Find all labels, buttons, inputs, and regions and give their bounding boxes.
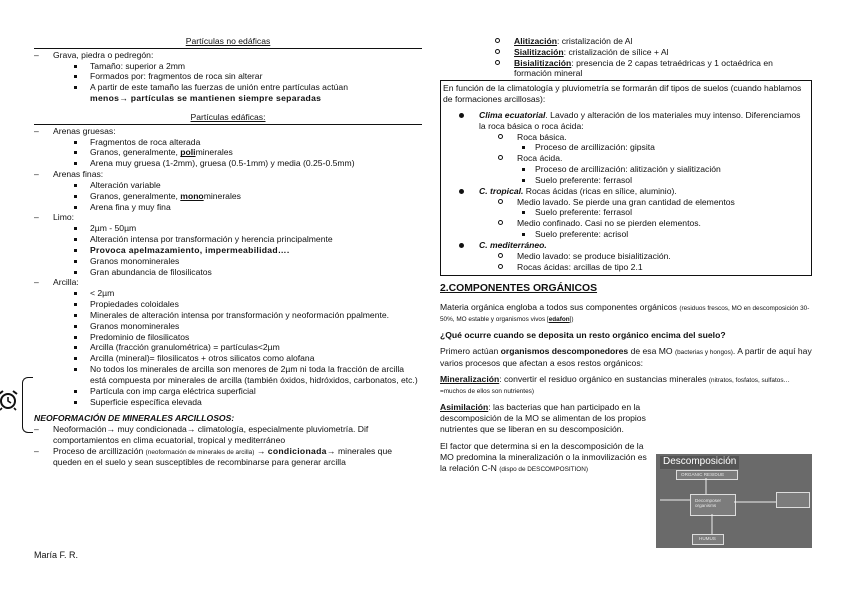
grava-emph: menos→ partículas se mantienen siempre separadas [90,93,322,104]
list-item: Arena muy gruesa (1-2mm), gruesa (0.5-1mm) y media (0.25-0.5mm) [34,158,422,169]
list-item: Partícula con imp carga eléctrica superficial [34,386,422,397]
list-item: Rocas ácidas: arcillas de tipo 2.1 [443,262,808,273]
grava-union: A partir de este tamaño las fuerzas de unión entre partículas actúan menos→ partículas se mantienen siempre separadas [34,82,422,104]
paragraph: El factor que determina si en la descomposición de la MO predomina la mineralización o la inmovilización es la relación C-N (dispo de DESCOMPOSITION) [440,440,647,473]
paragraph: Materia orgánica engloba a todos sus componentes orgánicos (residuos frescos, MO en descomposición 30-50%, MO estable y organismos vivos [edafon]) [440,301,810,323]
list-item: Superficie específica elevada [34,397,422,408]
ecuatorial-item: Clima ecuatorial. Lavado y alteración de los materiales muy intenso. Diferenciamos la roca básica o roca ácida: [443,110,808,132]
list-item: Granos monominerales [34,256,422,267]
mediterraneo-item: C. mediterráneo. [443,240,808,251]
list-item: Gran abundancia de filosilicatos [34,267,422,278]
neoformacion-title: NEOFORMACIÓN DE MINERALES ARCILLOSOS: [34,413,235,424]
neo-item-1: – Neoformación→ muy condicionada→ climatología, especialmente pluviometría. Dif comportamientos en clima ecuatorial, tropical y mediterráneo [34,424,422,446]
list-item: Alteración variable [34,180,422,191]
list-item: Arena fina y muy fina [34,202,422,213]
figure-arrows [656,454,812,548]
list-item: Predominio de filosilicatos [34,332,422,343]
edaficas-title: Partículas edáficas: [190,111,266,122]
list-item: 2µm - 50µm [34,223,422,234]
list-item: Granos, generalmente, poliminerales [34,147,422,158]
author: María F. R. [34,550,79,560]
divider [34,48,422,49]
arenas-finas: – Arenas finas: [34,169,422,180]
list-item: Medio lavado: se produce bisialitización. [443,251,808,262]
list-item: Proceso de arcillización: alitización y sialitización [443,164,808,175]
list-item: Roca básica. [443,132,808,143]
paragraph: Primero actúan organismos descomponedores de esa MO (bacterias y hongos). A partir de aquí hay varios procesos que afectan a esos restos orgánicos: [440,346,812,368]
list-item: Provoca apelmazamiento, impermeabilidad…. [34,245,422,256]
list-item: Granos monominerales [34,321,422,332]
climate-box [440,80,812,276]
grava-size: Tamaño: superior a 2mm [34,61,422,72]
list-item: Sialitización: cristalización de sílice + Al [440,47,812,58]
list-item: Alteración intensa por transformación y herencia principalmente [34,234,422,245]
list-item: Minerales de alteración intensa por transformación y neoformación ppalmente. [34,310,422,321]
list-item: Alitización: cristalización de Al [440,36,812,47]
list-item: Suelo preferente: ferrasol [443,175,808,186]
list-item: < 2µm [34,288,422,299]
list-item: No todos los minerales de arcilla son menores de 2µm ni toda la fracción de arcilla está compuesta por minerales de arcilla (también óxidos, hidróxidos, carbonatos, etc.) [34,364,422,386]
right-column [440,36,812,480]
list-item: Roca ácida. [443,153,808,164]
list-item: Granos, generalmente, monominerales [34,191,422,202]
limo: – Limo: [34,212,422,223]
list-item: Medio lavado. Se pierde una gran cantidad de elementos [443,197,808,208]
box-intro: En función de la climatología y pluviometría se formarán dif tipos de suelos (cuando hablamos de formaciones arcillosas): [443,83,802,105]
neo-item-2: – Proceso de arcillización (neoformación de minerales de arcilla) → condicionada→ minerales que queden en el suelo y sean susceptibles de recombinarse para generar arcilla [34,446,422,468]
list-item: Suelo preferente: acrisol [443,229,808,240]
list-item: Arcilla (fracción granulométrica) = partículas<2µm [34,342,422,353]
bracket [22,377,33,433]
list-item: Fragmentos de roca alterada [34,137,422,148]
grava-formed: Formados por: fragmentos de roca sin alterar [34,71,422,82]
arcilla: – Arcilla: [34,277,422,288]
list-item: Suelo preferente: ferrasol [443,207,808,218]
question: ¿Qué ocurre cuando se deposita un resto orgánico encima del suelo? [440,329,726,340]
figure-title: Descomposición [660,456,739,469]
list-item: Medio confinado. Casi no se pierden elementos. [443,218,808,229]
grava-item: – Grava, piedra o pedregón: [34,50,422,61]
alarm-clock-icon [0,388,20,412]
divider [34,124,422,125]
list-item: Bisialitización: presencia de 2 capas tetraédricas y 1 octaédrica en formación mineral [440,58,812,80]
tropical-item: C. tropical. Rocas ácidas (ricas en sílice, aluminio). [443,186,808,197]
list-item: Propiedades coloidales [34,299,422,310]
section-title: 2.COMPONENTES ORGÁNICOS [440,283,598,295]
no-edaficas-title: Partículas no edáficas [185,36,271,46]
decomposition-figure: Descomposición ORGANIC RESIDUE Decomposer organisms HUMUS [656,454,812,548]
left-column [34,36,422,468]
list-item: Arcilla (mineral)= filosilicatos + otros silicatos como alofana [34,353,422,364]
paragraph: Asimilación: las bacterias que han participado en la descomposición de la MO se alimentan de los propios nutrientes que se liberan en su descomposición. [440,402,646,435]
arenas-gruesas: – Arenas gruesas: [34,126,422,137]
paragraph: Mineralización: convertir el residuo orgánico en sustancias minerales (nitratos, fosfatos, sulfatos…=muchos de ellos son nutrientes) [440,374,790,396]
list-item: Proceso de arcillización: gipsita [443,142,808,153]
